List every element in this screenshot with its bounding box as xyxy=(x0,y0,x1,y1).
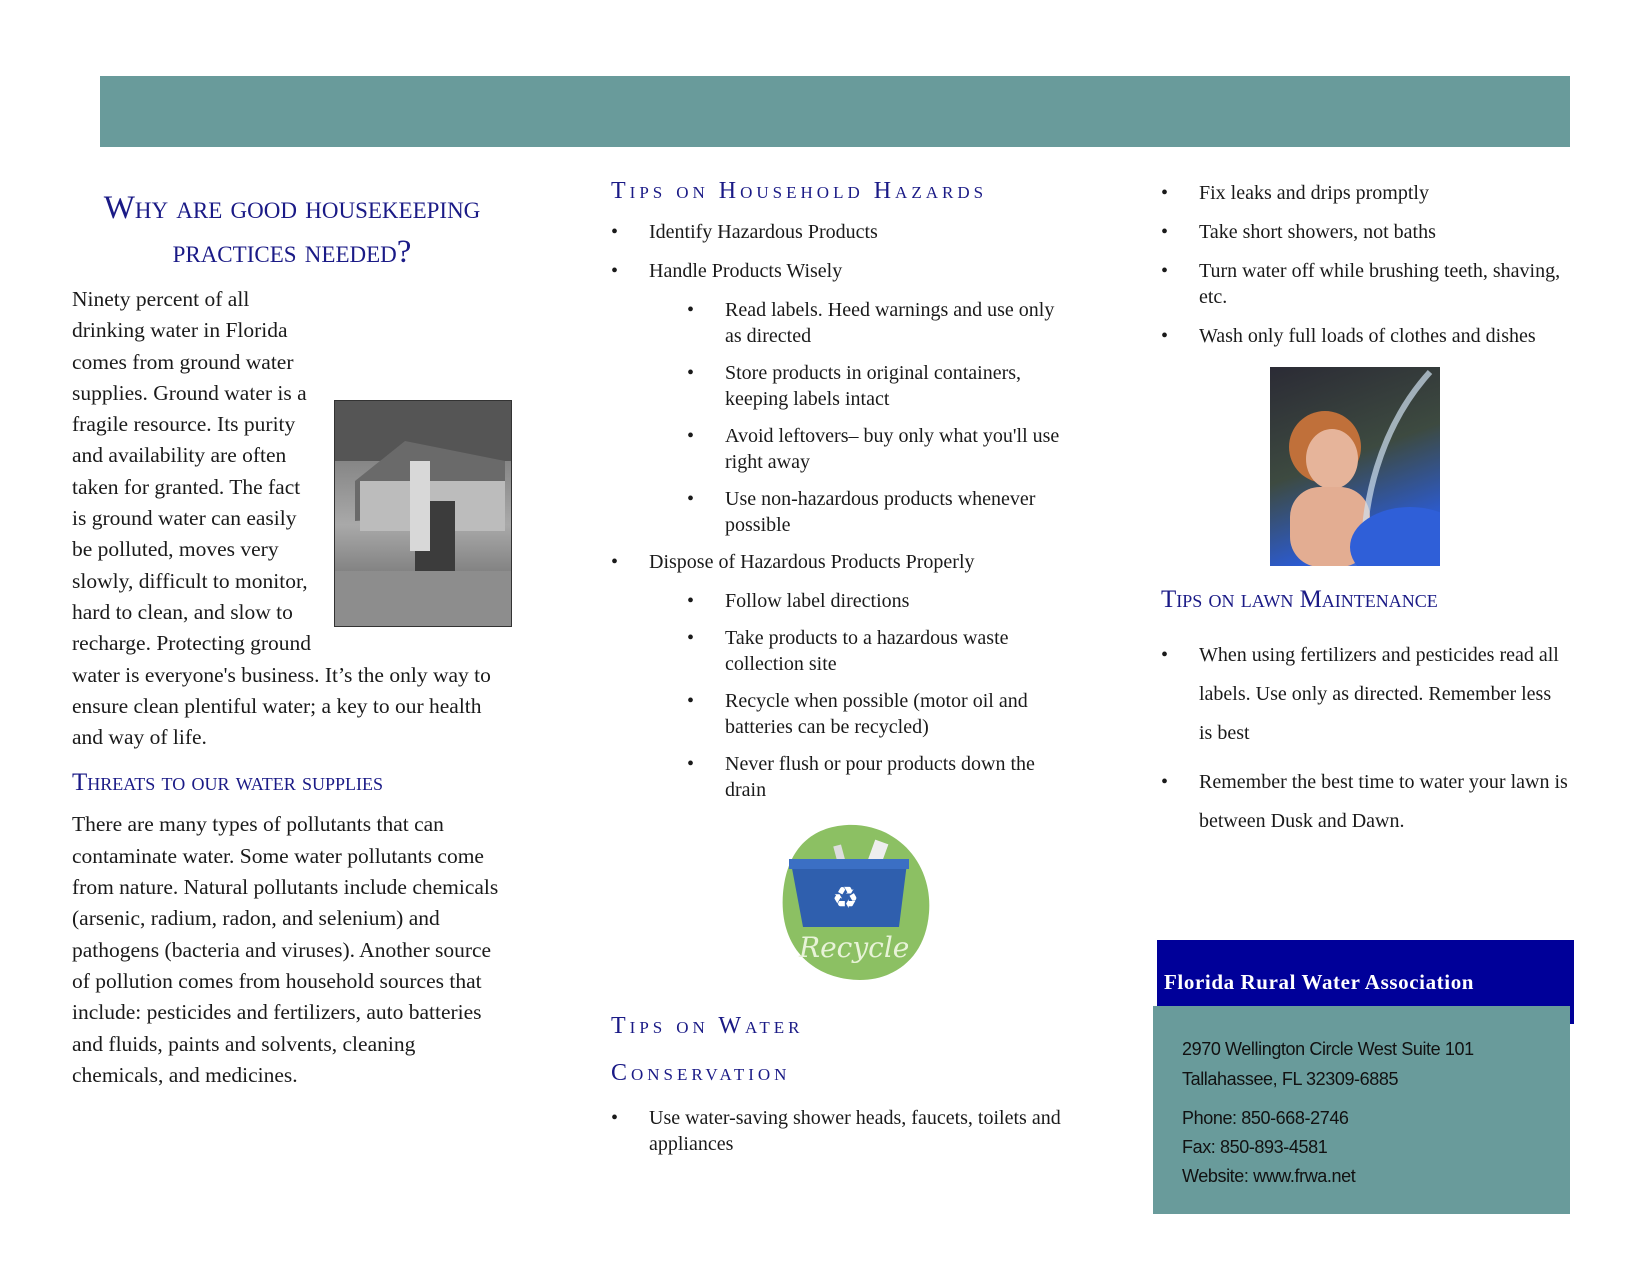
intro-paragraph: Ninety percent of all drinking water in Florida comes from ground water supplies. Ground water is a fragile resource. Its purity and availability are often taken for granted. The fact is ground water can easily be polluted, moves very slowly, difficult to monitor, hard to clean, and slow to recharge. Protecting ground water is everyone's business. It’s the only way to ensure clean plentiful water; a key to our health and way of life. xyxy=(72,287,491,750)
address-line-2: Tallahassee, FL 32309-6885 xyxy=(1182,1069,1399,1089)
child-with-water-photo xyxy=(1270,367,1440,566)
conservation-list-continued xyxy=(1199,180,1569,349)
list-item: • Fix leaks and drips promptly xyxy=(1199,180,1569,206)
list-item: • Avoid leftovers– buy only what you'll use right away xyxy=(725,423,1071,475)
sub-list xyxy=(725,588,1071,803)
column-2 xyxy=(611,178,1071,1157)
conservation-heading-line1: Tips on Water xyxy=(611,1013,804,1039)
address-line-1: 2970 Wellington Circle West Suite 101 xyxy=(1182,1039,1474,1059)
list-item: • Take products to a hazardous waste collection site xyxy=(725,625,1071,677)
header-band xyxy=(100,76,1570,147)
svg-text:Recycle: Recycle xyxy=(799,931,910,964)
page-title: Why are good housekeeping practices needed? xyxy=(103,190,481,270)
lawn-list xyxy=(1199,636,1569,841)
column-1 xyxy=(72,186,512,1091)
list-item: • Use non-hazardous products whenever possible xyxy=(725,486,1071,538)
conservation-list xyxy=(649,1105,1071,1157)
list-item: • Wash only full loads of clothes and dishes xyxy=(1199,323,1569,349)
list-item: • Remember the best time to water your lawn is between Dusk and Dawn. xyxy=(1199,763,1569,841)
list-item: • Recycle when possible (motor oil and batteries can be recycled) xyxy=(725,688,1071,740)
threats-heading: Threats to our water supplies xyxy=(72,769,383,797)
list-item: • Turn water off while brushing teeth, shaving, etc. xyxy=(1199,258,1569,310)
conservation-heading-line2: Conservation xyxy=(611,1060,791,1086)
list-item: • Handle Products Wisely xyxy=(649,258,1071,284)
list-item: • Identify Hazardous Products xyxy=(649,219,1071,245)
website-link[interactable]: Website: www.frwa.net xyxy=(1182,1166,1356,1186)
contact-box xyxy=(1153,1006,1570,1214)
list-item: • Never flush or pour products down the drain xyxy=(725,751,1071,803)
svg-text:♻: ♻ xyxy=(832,881,859,916)
list-item: • When using fertilizers and pesticides read all labels. Use only as directed. Remember less is best xyxy=(1199,636,1569,753)
list-item: • Dispose of Hazardous Products Properly xyxy=(649,549,1071,575)
list-item: • Store products in original containers, keeping labels intact xyxy=(725,360,1071,412)
threats-paragraph: There are many types of pollutants that can contaminate water. Some water pollutants come from nature. Natural pollutants include chemicals (arsenic, radium, radon, and selenium) and pathogens (bacteria and viruses). Another source of pollution comes from household sources that include: pesticides and fertilizers, auto batteries and fluids, paints and solvents, cleaning chemicals, and medicines. xyxy=(72,812,499,1087)
list-item: • Take short showers, not baths xyxy=(1199,219,1569,245)
column-3 xyxy=(1161,180,1569,851)
lawn-heading: Tips on lawn Maintenance xyxy=(1161,586,1438,613)
intro-block xyxy=(72,284,512,753)
list-item: • Use water-saving shower heads, faucets, toilets and appliances xyxy=(649,1105,1071,1157)
phone: Phone: 850-668-2746 xyxy=(1182,1108,1349,1128)
fax: Fax: 850-893-4581 xyxy=(1182,1137,1328,1157)
list-item: • Read labels. Heed warnings and use only as directed xyxy=(725,297,1071,349)
list-item: • Follow label directions xyxy=(725,588,1071,614)
recycle-logo xyxy=(777,823,933,983)
org-name: Florida Rural Water Association xyxy=(1164,970,1475,994)
hazards-heading: Tips on Household Hazards xyxy=(611,178,988,204)
sub-list xyxy=(725,297,1071,538)
woman-at-pump-photo xyxy=(334,400,512,627)
hazards-list xyxy=(649,219,1071,803)
